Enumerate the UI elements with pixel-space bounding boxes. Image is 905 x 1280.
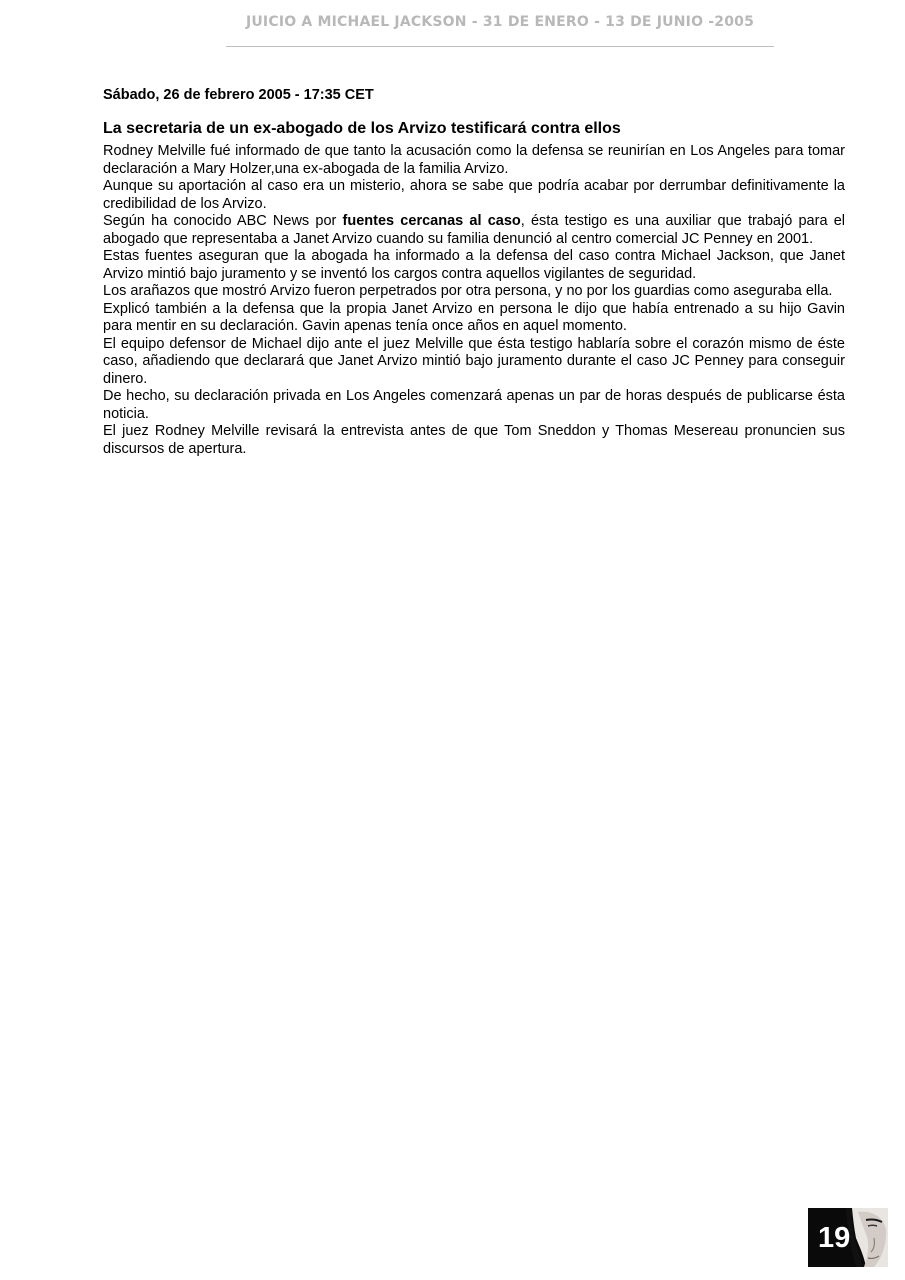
- article-paragraph-7: El equipo defensor de Michael dijo ante el juez Melville que ésta testigo hablaría sobre el corazón mismo de éste caso, añadiendo que declarará que Janet Arvizo mintió bajo juramento durante el caso JC Penney para conseguir dinero.: [103, 335, 845, 387]
- header-divider: [226, 46, 774, 47]
- article-date: Sábado, 26 de febrero 2005 - 17:35 CET: [103, 87, 374, 103]
- article-paragraph-5: Los arañazos que mostró Arvizo fueron perpetrados por otra persona, y no por los guardias como aseguraba ella.: [103, 283, 833, 299]
- article-title: La secretaria de un ex-abogado de los Arvizo testificará contra ellos: [103, 120, 621, 137]
- article-paragraph-6: Explicó también a la defensa que la propia Janet Arvizo en persona le dijo que había entrenado a su hijo Gavin para mentir en su declaración. Gavin apenas tenía once años en aquel momento.: [103, 300, 845, 334]
- paragraph-3-start: Según ha conocido ABC News por: [103, 213, 343, 229]
- page-number: 19: [818, 1222, 851, 1254]
- page-number-badge: [808, 1208, 888, 1267]
- article: [103, 86, 845, 458]
- article-paragraph-2: Aunque su aportación al caso era un misterio, ahora se sabe que podría acabar por derrumbar definitivamente la credibilidad de los Arvizo.: [103, 178, 845, 212]
- article-paragraph-1: Rodney Melville fué informado de que tanto la acusación como la defensa se reunirían en Los Angeles para tomar declaración a Mary Holzer,una ex-abogada de la familia Arvizo.: [103, 143, 845, 177]
- article-paragraph-8: De hecho, su declaración privada en Los Angeles comenzará apenas un par de horas después de publicarse ésta noticia.: [103, 388, 845, 422]
- paragraph-3-bold-source: fuentes cercanas al caso: [342, 213, 521, 229]
- article-paragraph-9: El juez Rodney Melville revisará la entrevista antes de que Tom Sneddon y Thomas Mesereau pronuncien sus discursos de apertura.: [103, 423, 845, 457]
- page-header-title: JUICIO A MICHAEL JACKSON - 31 DE ENERO - 13 DE JUNIO -2005: [245, 14, 755, 30]
- paragraph-3-end: , ésta testigo es una auxiliar que trabajó para el abogado que representaba a Janet Arvizo cuando su familia denunció al centro comercial JC Penney en 2001.: [103, 213, 845, 247]
- article-paragraph-3: [103, 213, 845, 248]
- article-paragraph-4: Estas fuentes aseguran que la abogada ha informado a la defensa del caso contra Michael Jackson, que Janet Arvizo mintió bajo juramento y se inventó los cargos contra aquellos vigilantes de seguridad.: [103, 248, 845, 282]
